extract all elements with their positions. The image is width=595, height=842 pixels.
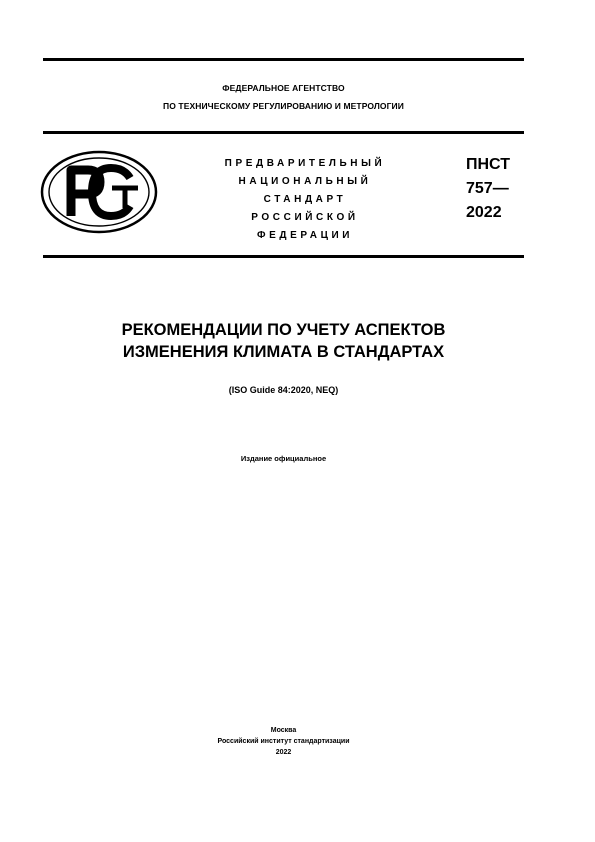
standard-number: 757—: [466, 180, 509, 197]
rst-certification-mark-icon: [40, 150, 158, 234]
imprint-city: Москва: [270, 727, 297, 734]
document-title-line-1: РЕКОМЕНДАЦИИ ПО УЧЕТУ АСПЕКТОВ: [121, 321, 446, 339]
standard-type-line: ФЕДЕРАЦИИ: [256, 230, 354, 241]
section-rule: [43, 255, 524, 258]
standard-code: ПНСТ: [466, 156, 510, 173]
standard-type-line: ПРЕДВАРИТЕЛЬНЫЙ: [224, 158, 386, 169]
imprint-year: 2022: [275, 749, 292, 756]
standard-type-line: НАЦИОНАЛЬНЫЙ: [238, 176, 372, 187]
standard-year: 2022: [466, 204, 502, 221]
document-title-line-2: ИЗМЕНЕНИЯ КЛИМАТА В СТАНДАРТАХ: [122, 343, 445, 361]
edition-note: Издание официальное: [240, 454, 327, 463]
standard-type-line: СТАНДАРТ: [263, 194, 347, 205]
standard-type-line: РОССИЙСКОЙ: [251, 212, 359, 223]
iso-reference: (ISO Guide 84:2020, NEQ): [228, 385, 339, 395]
agency-name-line-2: ПО ТЕХНИЧЕСКОМУ РЕГУЛИРОВАНИЮ И МЕТРОЛОГИИ: [163, 101, 404, 111]
imprint-publisher: Российский институт стандартизации: [217, 738, 350, 745]
agency-name-line-1: ФЕДЕРАЛЬНОЕ АГЕНТСТВО: [222, 83, 345, 93]
header-rule: [43, 131, 524, 134]
top-rule: [43, 58, 524, 61]
